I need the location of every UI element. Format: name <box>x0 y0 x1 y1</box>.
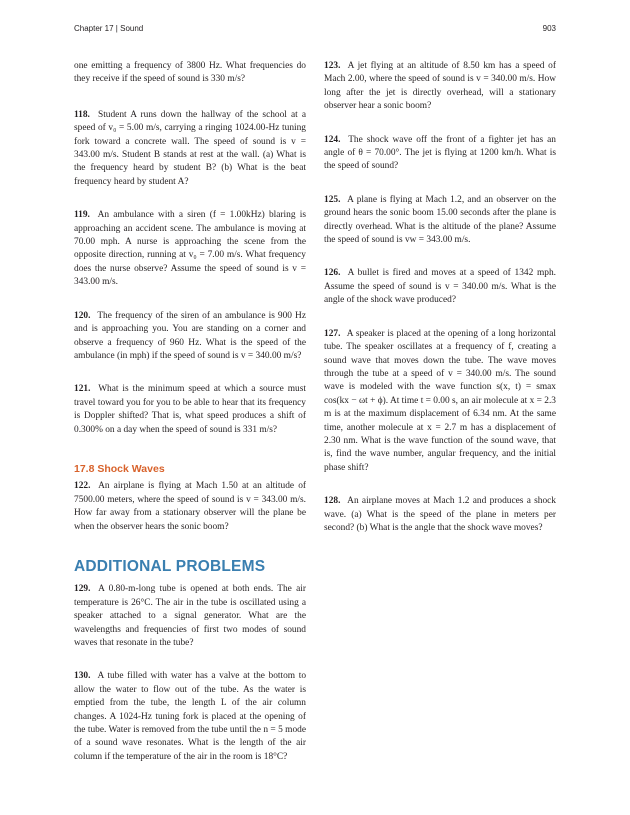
problem-130 <box>74 670 306 764</box>
problem-number: 124. <box>324 134 341 145</box>
problem-text: An ambulance with a siren (f = 1.00kHz) blaring is approaching an accident scene. The ambulance is moving at 70.00 mph. A nurse is approaching the scene from the opposite direction, running at v₀ = 7.00 m/s. What frequency does the nurse observe? Assume the speed of sound is v = 343.00 m/s. <box>74 210 306 288</box>
section-title-shock-waves: 17.8 Shock Waves <box>74 462 165 475</box>
problem-text: A 0.80-m-long tube is opened at both ends. The air temperature is 26°C. The air in the tube is oscillated using a speaker attached to a signal generator. What are the wavelengths and frequencies of first two modes of sound waves that resonate in the tube? <box>74 584 306 648</box>
problem-text: A bullet is fired and moves at a speed of 1342 mph. Assume the speed of sound is v = 340.00 m/s. What is the angle of the shock wave produced? <box>324 268 556 306</box>
problem-121 <box>74 383 306 437</box>
problem-127 <box>324 328 556 475</box>
problem-number: 130. <box>74 671 91 682</box>
problem-number: 119. <box>74 210 90 221</box>
page-number: 903 <box>542 24 556 33</box>
problem-number: 125. <box>324 194 341 205</box>
problem-number: 123. <box>324 61 341 71</box>
problem-text: A speaker is placed at the opening of a long horizontal tube. The speaker oscillates at a frequency of f, creating a sound wave that moves down the tube. The wave moves through the tube at a speed of v = 340.00 m/s. The sound wave is modeled with the wave function s(x, t) = smax cos(kx − ωt + ϕ). At time t = 0.00 s, an air molecule at x = 2.3 m is at the maximum displacement of 6.34 nm. At the same time, another molecule at x = 2.7 m has a displacement of 2.30 nm. What is the wave function of the sound wave, that is, find the wave number, angular frequency, and the initial phase shift? <box>324 328 556 473</box>
page-header <box>74 24 556 38</box>
chapter-title: Chapter 17 | Sound <box>74 24 144 33</box>
problem-text: What is the minimum speed at which a source must travel toward you for you to be able to hear that its frequency is Doppler shifted? That is, what speed produces a shift of 0.300% on a day when the speed of sound is 331 m/s? <box>74 384 306 435</box>
problem-number: 121. <box>74 384 91 395</box>
problem-122 <box>74 480 306 534</box>
left-column <box>74 60 306 784</box>
problem-text: An airplane is flying at Mach 1.50 at an altitude of 7500.00 meters, where the speed of sound is v = 343.00 m/s. How far away from a stationary observer will the plane be when the observer hears the sonic boom? <box>74 481 307 532</box>
problem-number: 128. <box>324 496 341 507</box>
problem-number: 122. <box>74 481 91 492</box>
problem-number: 118. <box>74 109 90 120</box>
problem-120 <box>74 310 306 364</box>
problem-text: A tube filled with water has a valve at the bottom to allow the water to flow out of the tube. As the water is emptied from the tube, the length L of the air column changes. A 1024-Hz tuning fork is placed at the opening of the tube. Water is removed from the tube until the n = 5 mode of a sound wave resonates. What is the length of the air column if the temperature of the air in the room is 18°C? <box>74 671 307 762</box>
problem-number: 126. <box>324 268 341 279</box>
problem-124 <box>324 134 556 174</box>
problem-128 <box>324 495 556 535</box>
problem-129 <box>74 583 306 650</box>
problem-text: An airplane moves at Mach 1.2 and produces a shock wave. (a) What is the speed of the plane in meters per second? (b) What is the angle that the shock wave moves? <box>324 496 556 533</box>
problem-123 <box>324 60 556 114</box>
problem-text: A jet flying at an altitude of 8.50 km has a speed of Mach 2.00, where the speed of sound is v = 340.00 m/s. How long after the jet is directly overhead, will a stationary observer hear a sonic boom? <box>324 61 556 112</box>
problem-126 <box>324 267 556 307</box>
problem-text: A plane is flying at Mach 1.2, and an observer on the ground hears the sonic boom 15.00 seconds after the plane is directly overhead. What is the altitude of the plane? Assume the speed of sound is vw = 343.00 m/s. <box>324 194 557 246</box>
problem-text: The shock wave off the front of a fighter jet has an angle of θ = 70.00°. The jet is flying at 1200 km/h. What is the speed of sound? <box>324 134 556 172</box>
problem-125 <box>324 194 556 248</box>
problem-continuation: one emitting a frequency of 3800 Hz. What frequencies do they receive if the speed of sound is 330 m/s? <box>74 61 306 85</box>
problem-text: Student A runs down the hallway of the school at a speed of v₀ = 5.00 m/s, carrying a ringing 1024.00-Hz tuning fork toward a concrete wall. The speed of sound is v = 343.00 m/s. Student B stands at rest at the wall. (a) What is the frequency heard by student B? (b) What is the beat frequency heard by student A? <box>74 109 307 187</box>
right-column <box>324 60 556 555</box>
problem-number: 129. <box>74 584 91 595</box>
additional-problems-title: ADDITIONAL PROBLEMS <box>74 557 266 575</box>
problem-118 <box>74 109 306 189</box>
problem-number: 127. <box>324 328 341 339</box>
problem-text: The frequency of the siren of an ambulance is 900 Hz and is approaching you. You are standing on a corner and observe a frequency of 960 Hz. What is the speed of the ambulance (in mph) if the speed of sound is v = 340.00 m/s? <box>74 310 306 361</box>
problem-number: 120. <box>74 310 91 321</box>
problem-119 <box>74 209 306 289</box>
